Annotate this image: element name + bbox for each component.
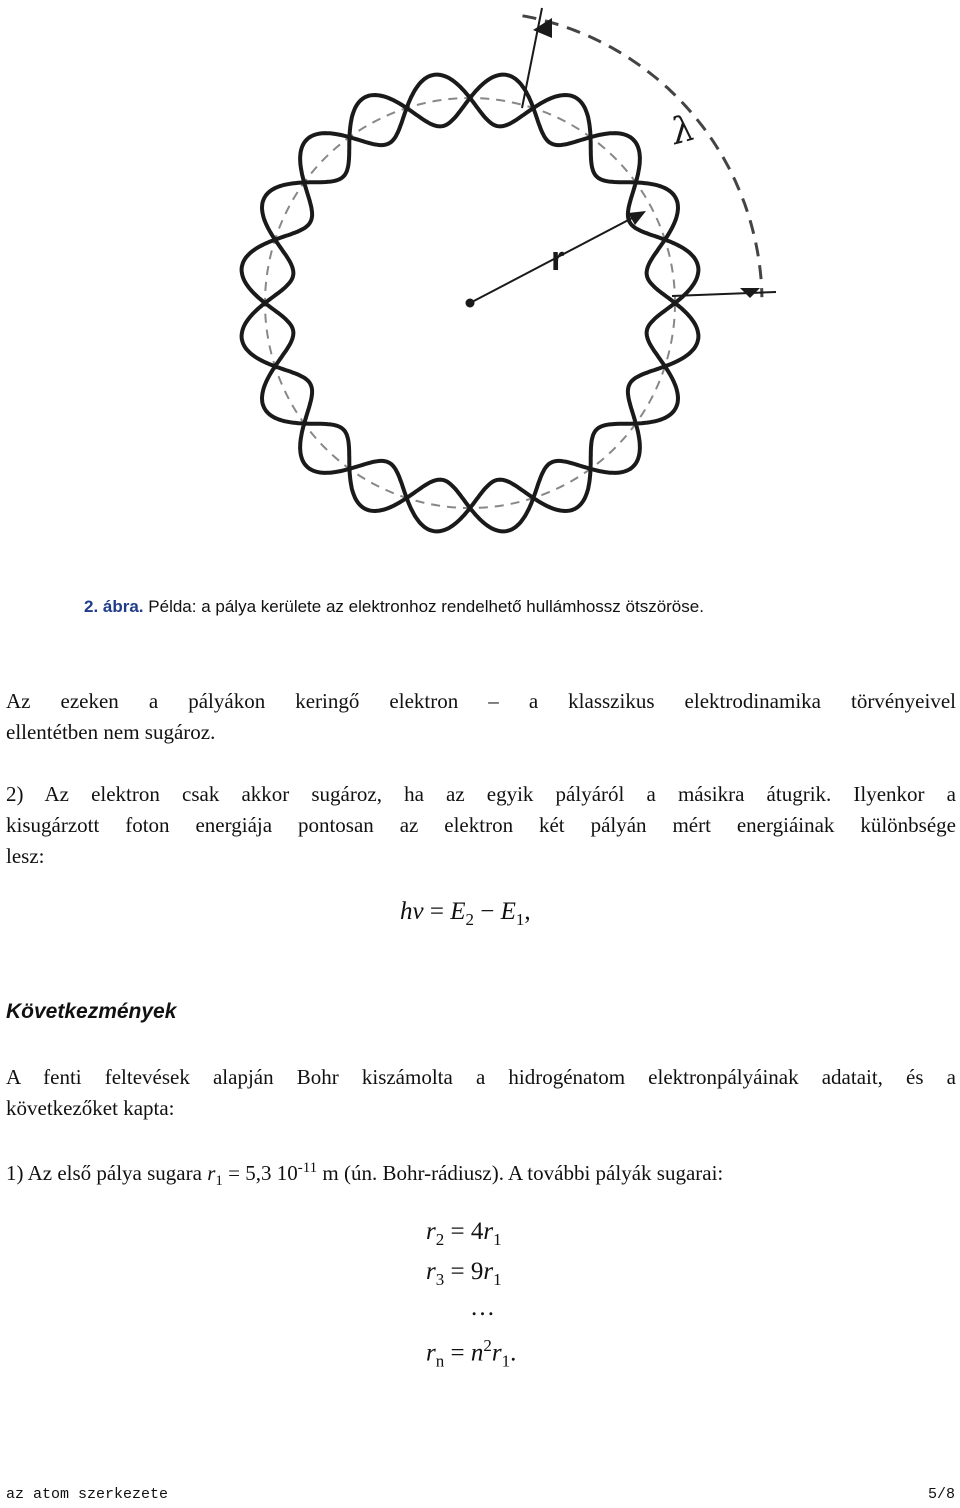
rn-coef: n: [470, 1339, 484, 1367]
r3-lhs: r: [426, 1258, 436, 1285]
caption-text: Példa: a pálya kerülete az elektronhoz rendelhető hullámhossz ötszöröse.: [148, 597, 704, 616]
rn-coef-sup: 2: [483, 1336, 492, 1355]
caption-label: 2. ábra.: [84, 597, 144, 616]
paragraph-3-line-2: következőket kapta:: [6, 1096, 175, 1120]
bohr-r-sub: 1: [215, 1173, 223, 1190]
bohr-exponent: -11: [297, 1160, 318, 1176]
r3-rhs-sub: 1: [493, 1270, 502, 1289]
r2-coef: 4: [470, 1218, 484, 1245]
equation-r2: [426, 1218, 502, 1250]
paragraph-1: [6, 686, 956, 748]
section-heading: Következmények: [6, 1000, 177, 1023]
bohr-value: = 5,3 10: [228, 1161, 298, 1185]
r2-lhs: r: [426, 1218, 436, 1245]
eq-equals: =: [429, 898, 444, 925]
paragraph-1-line-2: ellentétben nem sugároz.: [6, 720, 216, 744]
rn-rhs-sub: 1: [501, 1351, 511, 1371]
equation-r3: [426, 1258, 502, 1290]
eq-E1: E: [500, 898, 516, 925]
wavelength-label: λ: [666, 107, 700, 154]
footer-page-number: 5/8: [928, 1486, 956, 1503]
paragraph-2-line-2: kisugárzott foton energiája pontosan az elektron két pályán mért energiáinak különbsége: [6, 813, 956, 837]
eq-sub-2: 2: [465, 910, 474, 929]
paragraph-4-line: [6, 1153, 956, 1197]
bohr-text-pre: 1) Az első pálya sugara: [6, 1161, 202, 1185]
rn-period: .: [510, 1339, 517, 1367]
eq-sub-1: 1: [515, 910, 525, 929]
paragraph-3: [6, 1062, 956, 1124]
eq-E2: E: [450, 898, 466, 925]
footer-title: az atom szerkezete: [6, 1486, 169, 1503]
paragraph-2-line-3: lesz:: [6, 844, 45, 868]
r3-coef: 9: [470, 1258, 484, 1285]
rn-equals: =: [450, 1339, 465, 1367]
eq-comma: ,: [524, 898, 531, 925]
paragraph-1-line-1: Az ezeken a pályákon keringő elektron – a klasszikus elektrodinamika törvényeivel: [6, 689, 956, 713]
rn-rhs: r: [491, 1339, 502, 1367]
r2-rhs-sub: 1: [493, 1230, 502, 1249]
equation-ellipsis: …: [470, 1294, 495, 1321]
r3-rhs: r: [483, 1258, 494, 1285]
r2-equals: =: [450, 1218, 465, 1245]
r3-lhs-sub: 3: [435, 1270, 445, 1289]
photon-energy-equation: [400, 898, 531, 930]
paragraph-2-line-1: 2) Az elektron csak akkor sugároz, ha az egyik pályáról a másikra átugrik. Ilyenkor a: [6, 782, 956, 806]
eq-nu: ν: [412, 898, 424, 925]
rn-lhs: r: [426, 1339, 436, 1367]
paragraph-4: [6, 1153, 956, 1197]
wavelength-tick-top: [522, 8, 542, 108]
r2-rhs: r: [483, 1218, 494, 1245]
r2-lhs-sub: 2: [435, 1230, 445, 1249]
paragraph-2: [6, 779, 956, 872]
equation-rn: [426, 1336, 516, 1371]
bohr-r: r: [207, 1161, 216, 1185]
bohr-text-post: m (ún. Bohr-rádiusz). A további pályák sugarai:: [322, 1161, 724, 1185]
radius-label: r: [551, 240, 565, 278]
rn-lhs-sub: n: [435, 1351, 445, 1371]
paragraph-3-line-1: A fenti feltevések alapján Bohr kiszámolta a hidrogénatom elektronpályáinak adatait, és a: [6, 1065, 956, 1089]
figure-caption: [84, 597, 704, 617]
eq-h: h: [400, 898, 413, 925]
r3-equals: =: [450, 1258, 465, 1285]
eq-minus: −: [480, 898, 495, 925]
orbit-wave-figure: [0, 0, 960, 590]
